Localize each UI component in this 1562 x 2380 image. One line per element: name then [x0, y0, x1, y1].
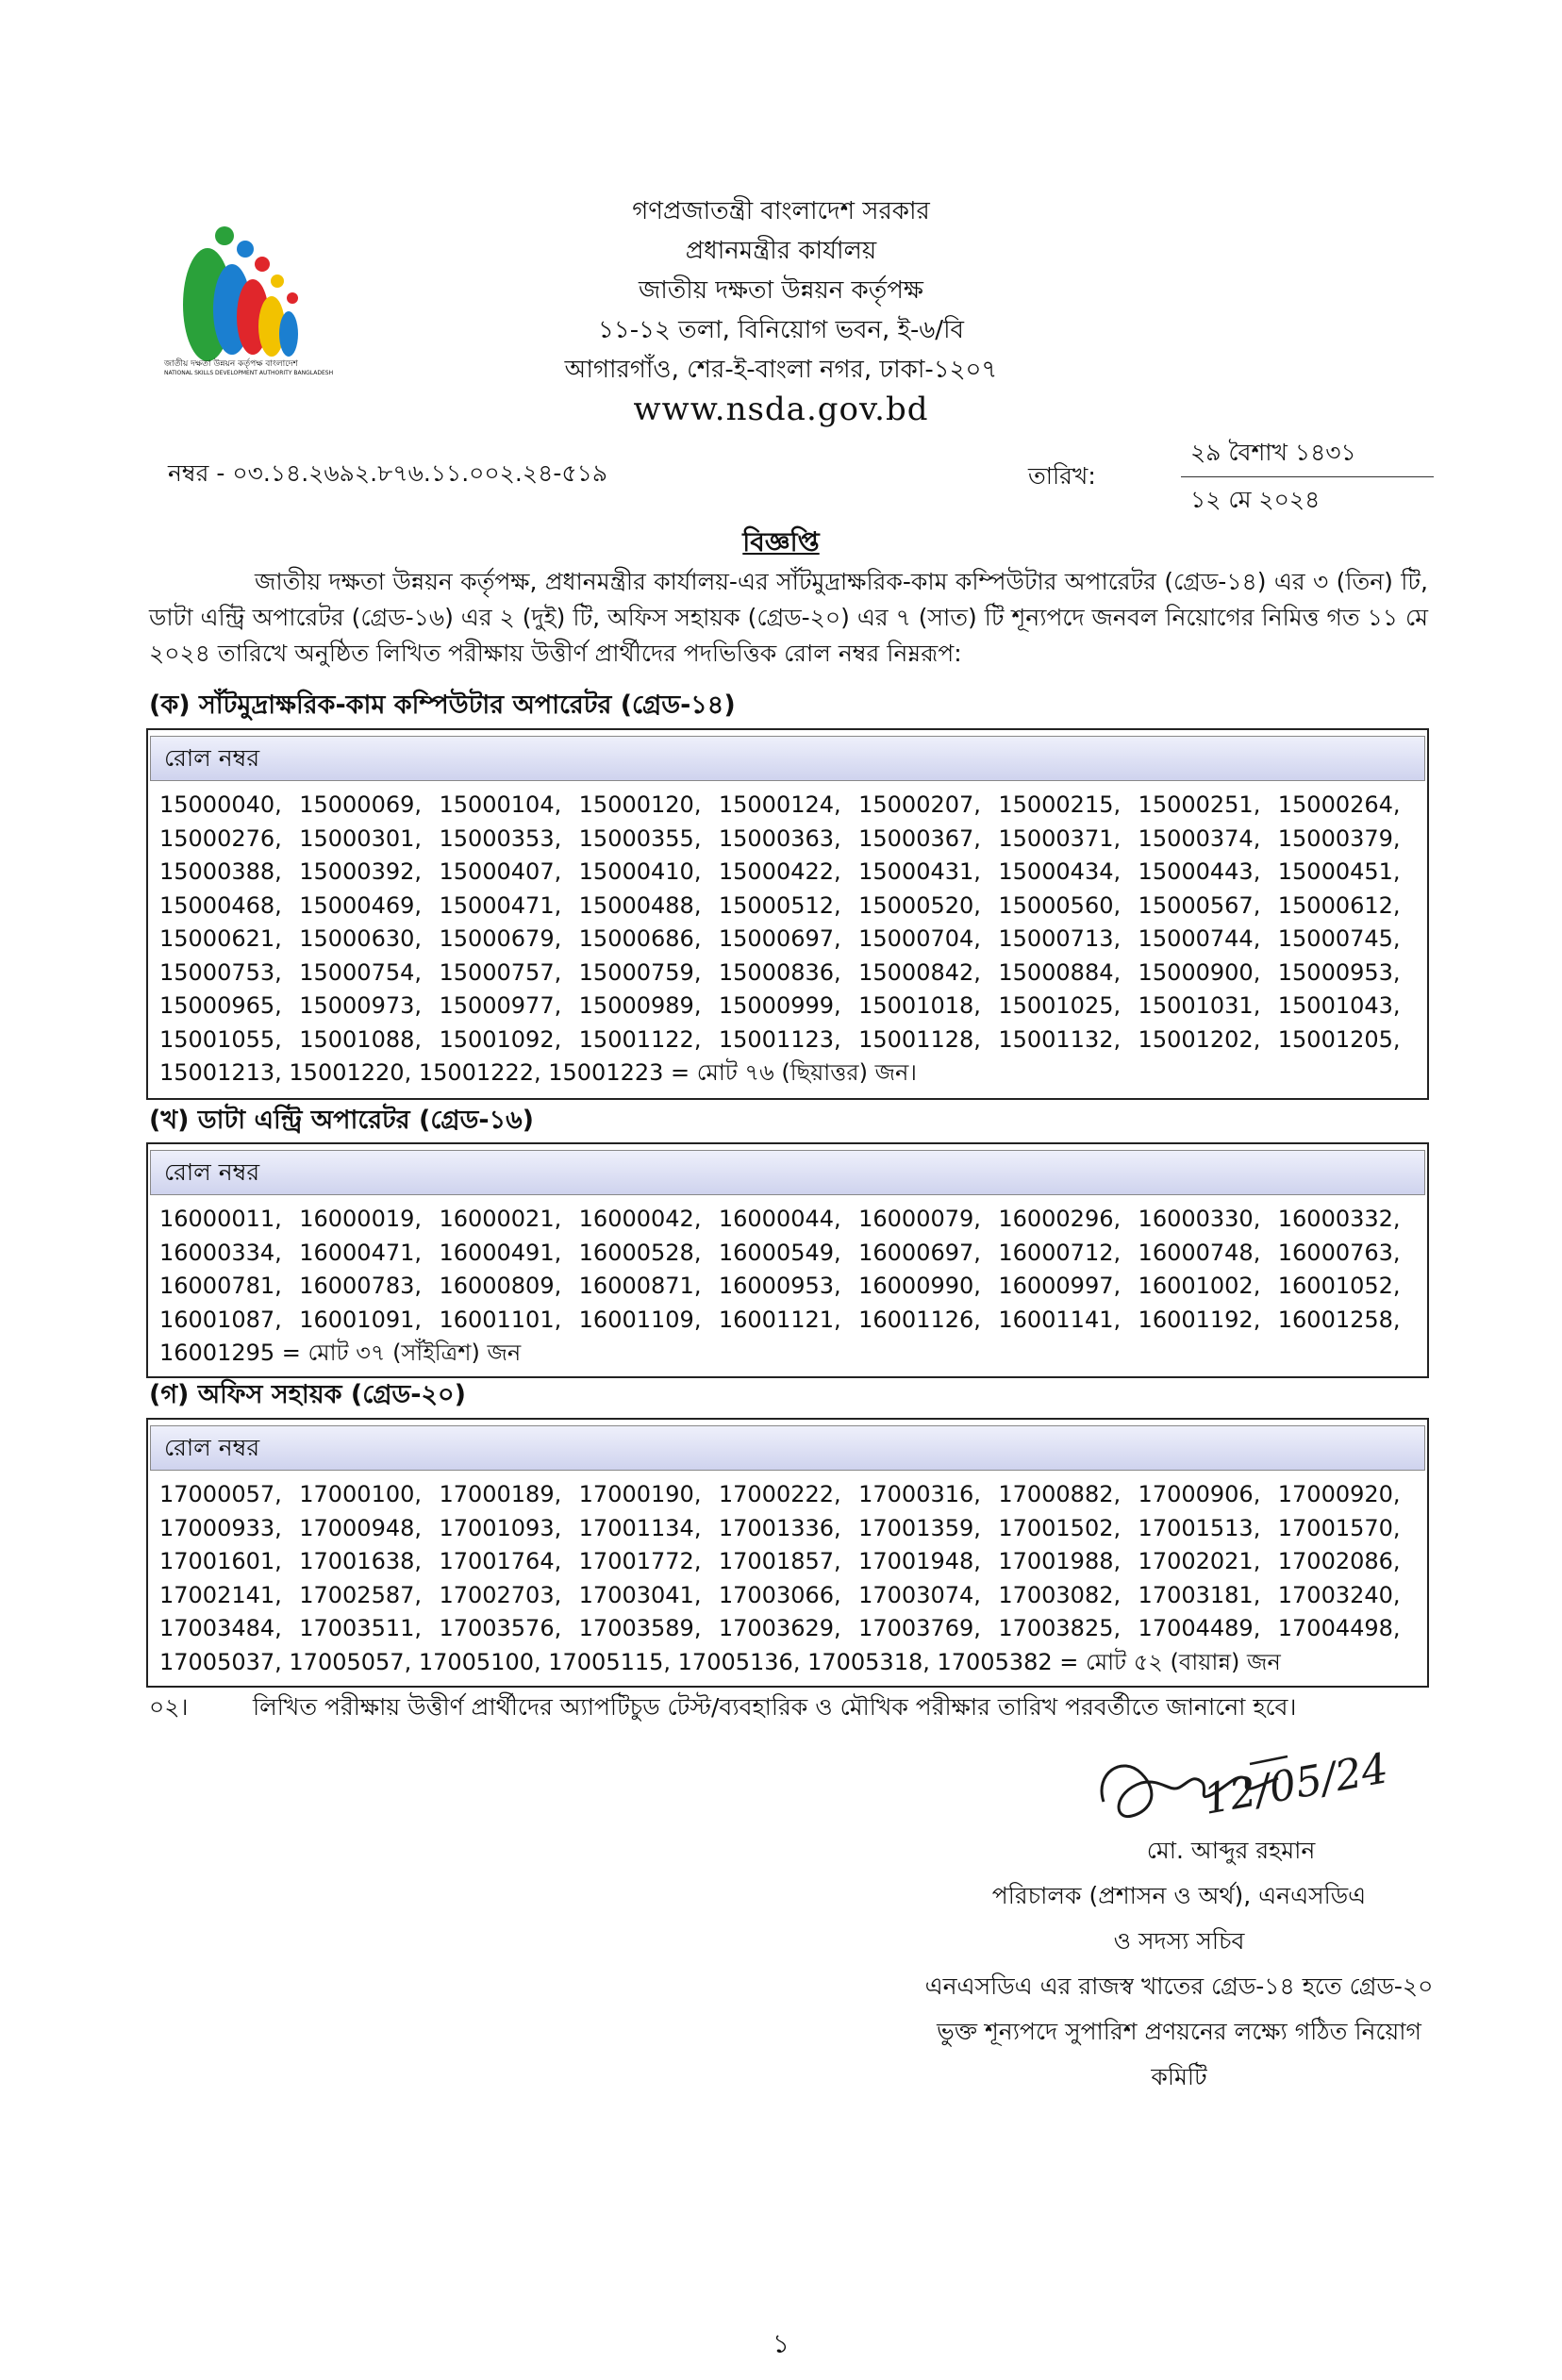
roll-number: 15000276, [159, 824, 282, 852]
roll-number: 17000920, [1277, 1481, 1401, 1507]
logo-caption-en: NATIONAL SKILLS DEVELOPMENT AUTHORITY BANGLADESH [164, 370, 334, 376]
roll-number: 17004498, [1277, 1615, 1401, 1641]
roll-number: 17003074, [858, 1581, 981, 1608]
roll-number: 17001134, [578, 1514, 702, 1541]
roll-number: 17000882, [998, 1481, 1122, 1507]
roll-number: 15000567, [1138, 891, 1261, 919]
roll-number: 16000079, [858, 1206, 981, 1232]
roll-number: 16001002, [1138, 1273, 1261, 1299]
roll-number: 15000973, [299, 992, 423, 1019]
roll-number: 16001087, [159, 1306, 282, 1333]
roll-number: 15000363, [718, 824, 841, 852]
roll-number: 17003181, [1138, 1581, 1261, 1608]
roll-number: 16001091, [299, 1306, 423, 1333]
roll-number: 17003825, [998, 1615, 1122, 1641]
roll-number: 17003082, [998, 1581, 1122, 1608]
roll-number: 16000748, [1138, 1239, 1261, 1266]
roll-number: 17001336, [718, 1514, 841, 1541]
roll-number: 17003589, [578, 1615, 702, 1641]
roll-number: 17001570, [1277, 1514, 1401, 1541]
roll-number: 15001043, [1277, 992, 1401, 1019]
roll-number: 15001018, [858, 992, 981, 1019]
roll-number: 17002086, [1277, 1548, 1401, 1574]
section-a-table [146, 728, 1429, 1100]
roll-number: 16000549, [718, 1239, 841, 1266]
roll-number: 16000011, [159, 1206, 282, 1232]
roll-number: 16000783, [299, 1273, 423, 1299]
roll-number: 15000884, [998, 958, 1122, 986]
signatory-name: মো. আব্দুর রহমান [1146, 1837, 1316, 1864]
date-divider [1181, 476, 1434, 477]
roll-number: 15000040, [159, 791, 282, 818]
roll-number: 15000488, [578, 891, 702, 919]
signatory-role: ও সদস্য সচিব [1113, 1927, 1245, 1955]
roll-number: 17000933, [159, 1514, 282, 1541]
section-a-total: 15001213, 15001220, 15001222, 15001223 = মোট ৭৬ (ছিয়াত্তর) জন। [159, 1059, 917, 1086]
roll-number: 17001988, [998, 1548, 1122, 1574]
page-number: ১ [772, 2328, 790, 2359]
roll-number: 15000697, [718, 925, 841, 952]
roll-number: 17002141, [159, 1581, 282, 1608]
roll-number: 17000189, [439, 1481, 562, 1507]
header-line-office: প্রধানমন্ত্রীর কার্যালয় [685, 237, 877, 265]
roll-number: 17002587, [299, 1581, 423, 1608]
date-label: তারিখ: [1028, 462, 1096, 490]
website: www.nsda.gov.bd [633, 391, 929, 428]
roll-number: 16000021, [439, 1206, 562, 1232]
roll-number: 15000410, [578, 858, 702, 885]
signature-block [792, 1828, 1562, 2100]
roll-number: 15000451, [1277, 858, 1401, 885]
roll-number: 16000809, [439, 1273, 562, 1299]
roll-number: 15001122, [578, 1025, 702, 1053]
roll-number: 17003484, [159, 1615, 282, 1641]
roll-number: 15000301, [299, 824, 423, 852]
roll-number: 17004489, [1138, 1615, 1261, 1641]
roll-number: 15000374, [1138, 824, 1261, 852]
roll-number: 15000753, [159, 958, 282, 986]
roll-number: 16000990, [858, 1273, 981, 1299]
roll-number: 16000019, [299, 1206, 423, 1232]
roll-number: 15000842, [858, 958, 981, 986]
roll-number: 16000781, [159, 1273, 282, 1299]
roll-number: 17001772, [578, 1548, 702, 1574]
note-text: লিখিত পরীক্ষায় উত্তীর্ণ প্রার্থীদের অ্যাপটিচুড টেস্ট/ব্যবহারিক ও মৌখিক পরীক্ষার তারিখ পরবর্তীতে জানানো হবে। [253, 1693, 1297, 1721]
roll-number: 15000520, [858, 891, 981, 919]
roll-number: 16000330, [1138, 1206, 1261, 1232]
roll-number: 15000621, [159, 925, 282, 952]
roll-number: 16001109, [578, 1306, 702, 1333]
roll-number: 17000190, [578, 1481, 702, 1507]
roll-number: 15001025, [998, 992, 1122, 1019]
header-line-government: গণপ্রজাতন্ত্রী বাংলাদেশ সরকার [632, 197, 930, 225]
roll-number: 15001092, [439, 1025, 562, 1053]
handwritten-signature [1085, 1736, 1405, 1839]
roll-number: 15000679, [439, 925, 562, 952]
roll-number: 15000759, [578, 958, 702, 986]
roll-number: 15000251, [1138, 791, 1261, 818]
roll-number: 17001359, [858, 1514, 981, 1541]
section-c-heading: (গ) অফিস সহায়ক (গ্রেড-২০) [149, 1380, 466, 1409]
signatory-designation: পরিচালক (প্রশাসন ও অর্থ), এনএসডিএ [991, 1882, 1367, 1909]
roll-number: 15000965, [159, 992, 282, 1019]
roll-number: 15000836, [718, 958, 841, 986]
roll-number: 17000057, [159, 1481, 282, 1507]
intro-paragraph [149, 564, 1428, 672]
header-line-authority: জাতীয় দক্ষতা উন্নয়ন কর্তৃপক্ষ [639, 276, 923, 305]
section-c-table [146, 1418, 1429, 1688]
roll-number: 15000900, [1138, 958, 1261, 986]
roll-number: 15000422, [718, 858, 841, 885]
roll-number: 15000713, [998, 925, 1122, 952]
roll-number: 15000512, [718, 891, 841, 919]
roll-number: 15000120, [578, 791, 702, 818]
roll-number: 15000630, [299, 925, 423, 952]
roll-number: 15001123, [718, 1025, 841, 1053]
section-c-rolls [148, 1471, 1427, 1646]
roll-number: 17000100, [299, 1481, 423, 1507]
roll-number: 15000686, [578, 925, 702, 952]
roll-number: 15000207, [858, 791, 981, 818]
section-c-total: 17005037, 17005057, 17005100, 17005115, 17005136, 17005318, 17005382 = মোট ৫২ (বায়ান্ন) জন [159, 1648, 1281, 1675]
roll-number: 16000871, [578, 1273, 702, 1299]
section-b-heading: (খ) ডাটা এন্ট্রি অপারেটর (গ্রেড-১৬) [149, 1106, 535, 1135]
roll-number: 15001055, [159, 1025, 282, 1053]
section-b-column-header: রোল নম্বর [150, 1150, 1425, 1195]
section-c-column-header: রোল নম্বর [150, 1425, 1425, 1471]
roll-number: 15000977, [439, 992, 562, 1019]
section-b-rolls [148, 1195, 1427, 1337]
roll-number: 17001601, [159, 1548, 282, 1574]
roll-number: 15000379, [1277, 824, 1401, 852]
roll-number: 17003576, [439, 1615, 562, 1641]
roll-number: 15000407, [439, 858, 562, 885]
roll-number: 16000044, [718, 1206, 841, 1232]
roll-number: 15000104, [439, 791, 562, 818]
roll-number: 15000124, [718, 791, 841, 818]
roll-number: 17001502, [998, 1514, 1122, 1541]
section-b-total: 16001295 = মোট ৩৭ (সাঁইত্রিশ) জন [159, 1340, 522, 1366]
roll-number: 15001088, [299, 1025, 423, 1053]
roll-number: 17001093, [439, 1514, 562, 1541]
header-line-address1: ১১-১২ তলা, বিনিয়োগ ভবন, ই-৬/বি [598, 316, 964, 344]
memo-number: নম্বর - ০৩.১৪.২৬৯২.৮৭৬.১১.০০২.২৪-৫১৯ [168, 459, 608, 487]
header-line-address2: আগারগাঁও, শের-ই-বাংলা নগর, ঢাকা-১২০৭ [564, 356, 998, 384]
roll-number: 16000491, [439, 1239, 562, 1266]
roll-number: 17000948, [299, 1514, 423, 1541]
roll-number: 16001192, [1138, 1306, 1261, 1333]
roll-number: 17001513, [1138, 1514, 1261, 1541]
roll-number: 16001258, [1277, 1306, 1401, 1333]
roll-number: 16001052, [1277, 1273, 1401, 1299]
roll-number: 16000712, [998, 1239, 1122, 1266]
intro-text: জাতীয় দক্ষতা উন্নয়ন কর্তৃপক্ষ, প্রধানমন্ত্রীর কার্যালয়-এর সাঁটমুদ্রাক্ষরিক-কাম কম্পিউটার অপারেটর (গ্রেড-১৪) এর ৩ (তিন) টি, ডাটা এন্ট্রি অপারেটর (গ্রেড-১৬) এর ২ (দুই) টি, অফিস সহায়ক (গ্রেড-২০) এর ৭ (সাত) টি শূন্যপদে জনবল নিয়োগের নিমিত্ত গত ১১ মে ২০২৪ তারিখে অনুষ্ঠিত লিখিত পরীক্ষায় উত্তীর্ণ প্রার্থীদের পদভিত্তিক রোল নম্বর নিম্নরূপ: [149, 568, 1428, 667]
roll-number: 15000469, [299, 891, 423, 919]
roll-number: 16001141, [998, 1306, 1122, 1333]
roll-number: 16000042, [578, 1206, 702, 1232]
roll-number: 15000744, [1138, 925, 1261, 952]
roll-number: 17001764, [439, 1548, 562, 1574]
date-bangla: ২৯ বৈশাখ ১৪৩১ [1190, 439, 1356, 466]
roll-number: 15000388, [159, 858, 282, 885]
roll-number: 15000745, [1277, 925, 1401, 952]
roll-number: 15000434, [998, 858, 1122, 885]
roll-number: 15000443, [1138, 858, 1261, 885]
roll-number: 16000332, [1277, 1206, 1401, 1232]
roll-number: 17003511, [299, 1615, 423, 1641]
section-a-rolls [148, 781, 1427, 1057]
committee-line2: ভুক্ত শূন্যপদে সুপারিশ প্রণয়নের লক্ষ্যে গঠিত নিয়োগ [937, 2018, 1421, 2045]
roll-number: 16000997, [998, 1273, 1122, 1299]
roll-number: 15000471, [439, 891, 562, 919]
roll-number: 16001101, [439, 1306, 562, 1333]
roll-number: 15000612, [1277, 891, 1401, 919]
roll-number: 16000763, [1277, 1239, 1401, 1266]
roll-number: 15000215, [998, 791, 1122, 818]
roll-number: 15001128, [858, 1025, 981, 1053]
signature-date: 12/05/24 [1200, 1744, 1392, 1824]
roll-number: 15000999, [718, 992, 841, 1019]
roll-number: 16000697, [858, 1239, 981, 1266]
section-a-column-header: রোল নম্বর [150, 736, 1425, 781]
logo-caption: জাতীয় দক্ষতা উন্নয়ন কর্তৃপক্ষ বাংলাদেশ [164, 359, 298, 369]
roll-number: 15000353, [439, 824, 562, 852]
roll-number: 15001031, [1138, 992, 1261, 1019]
roll-number: 15000953, [1277, 958, 1401, 986]
roll-number: 15000757, [439, 958, 562, 986]
roll-number: 15000367, [858, 824, 981, 852]
committee-line3: কমিটি [1151, 2063, 1207, 2090]
roll-number: 16001121, [718, 1306, 841, 1333]
roll-number: 15000355, [578, 824, 702, 852]
roll-number: 15000069, [299, 791, 423, 818]
roll-number: 17002703, [439, 1581, 562, 1608]
roll-number: 15000392, [299, 858, 423, 885]
roll-number: 15001205, [1277, 1025, 1401, 1053]
roll-number: 15000560, [998, 891, 1122, 919]
roll-number: 17003240, [1277, 1581, 1401, 1608]
section-b-table [146, 1142, 1429, 1378]
roll-number: 16000296, [998, 1206, 1122, 1232]
roll-number: 15001202, [1138, 1025, 1261, 1053]
roll-number: 15000264, [1277, 791, 1401, 818]
roll-number: 17003041, [578, 1581, 702, 1608]
notice-title: বিজ্ঞপ্তি [742, 526, 820, 558]
committee-line1: এনএসডিএ এর রাজস্ব খাতের গ্রেড-১৪ হতে গ্রেড-২০ [924, 1972, 1434, 2000]
roll-number: 15000431, [858, 858, 981, 885]
roll-number: 17003066, [718, 1581, 841, 1608]
roll-number: 17000906, [1138, 1481, 1261, 1507]
roll-number: 17001638, [299, 1548, 423, 1574]
roll-number: 17003629, [718, 1615, 841, 1641]
roll-number: 16000334, [159, 1239, 282, 1266]
roll-number: 16000953, [718, 1273, 841, 1299]
roll-number: 15000704, [858, 925, 981, 952]
roll-number: 16001126, [858, 1306, 981, 1333]
roll-number: 17001857, [718, 1548, 841, 1574]
roll-number: 15001132, [998, 1025, 1122, 1053]
roll-number: 17000222, [718, 1481, 841, 1507]
roll-number: 15000468, [159, 891, 282, 919]
roll-number: 17002021, [1138, 1548, 1261, 1574]
roll-number: 15000371, [998, 824, 1122, 852]
header-block [0, 191, 1562, 429]
roll-number: 17001948, [858, 1548, 981, 1574]
roll-number: 15000989, [578, 992, 702, 1019]
roll-number: 17000316, [858, 1481, 981, 1507]
roll-number: 17003769, [858, 1615, 981, 1641]
note-number: ০২। [149, 1693, 189, 1721]
roll-number: 15000754, [299, 958, 423, 986]
roll-number: 16000471, [299, 1239, 423, 1266]
roll-number: 16000528, [578, 1239, 702, 1266]
section-a-heading: (ক) সাঁটমুদ্রাক্ষরিক-কাম কম্পিউটার অপারেটর (গ্রেড-১৪) [149, 691, 736, 720]
date-gregorian: ১২ মে ২০২৪ [1190, 486, 1321, 513]
